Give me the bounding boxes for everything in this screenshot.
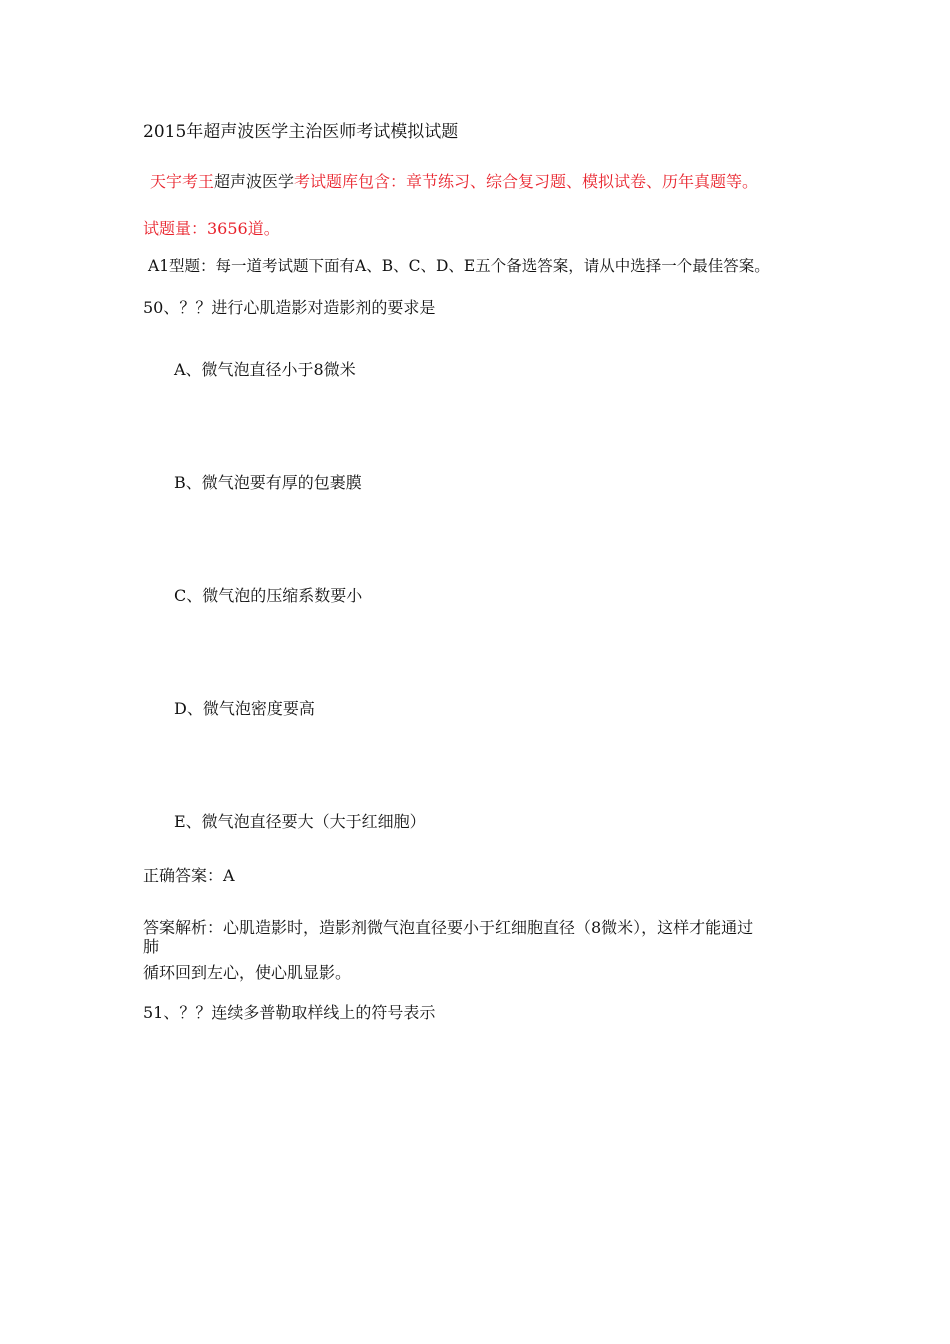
intro-brand: 天宇考王: [150, 172, 215, 191]
option-e: E、微气泡直径要大（大于红细胞）: [174, 812, 426, 831]
option-c: C、微气泡的压缩系数要小: [174, 586, 363, 605]
analysis-line-2: 循环回到左心，使心肌显影。: [143, 963, 352, 982]
analysis-line-1b: 肺: [143, 937, 160, 956]
question-50-stem: 50、？？进行心肌造影对造影剂的要求是: [143, 298, 436, 317]
option-a: A、微气泡直径小于8微米: [174, 360, 356, 379]
analysis-line-1: 答案解析：心肌造影时，造影剂微气泡直径要小于红细胞直径（8微米），这样才能通过: [143, 918, 754, 937]
question-count: 试题量：3656道。: [143, 219, 280, 238]
correct-answer: 正确答案：A: [143, 866, 235, 885]
intro-subject: 超声波医学: [214, 172, 295, 191]
question-51-stem: 51、？？连续多普勒取样线上的符号表示: [143, 1003, 436, 1022]
intro-content: 考试题库包含：章节练习、综合复习题、模拟试卷、历年真题等。: [294, 172, 759, 191]
document-title: 2015年超声波医学主治医师考试模拟试题: [143, 122, 459, 142]
instruction-text: A1型题：每一道考试题下面有A、B、C、D、E五个备选答案，请从中选择一个最佳答案。: [148, 257, 770, 275]
intro-line: [150, 172, 758, 192]
option-b: B、微气泡要有厚的包裹膜: [174, 473, 362, 492]
option-d: D、微气泡密度要高: [174, 699, 315, 718]
